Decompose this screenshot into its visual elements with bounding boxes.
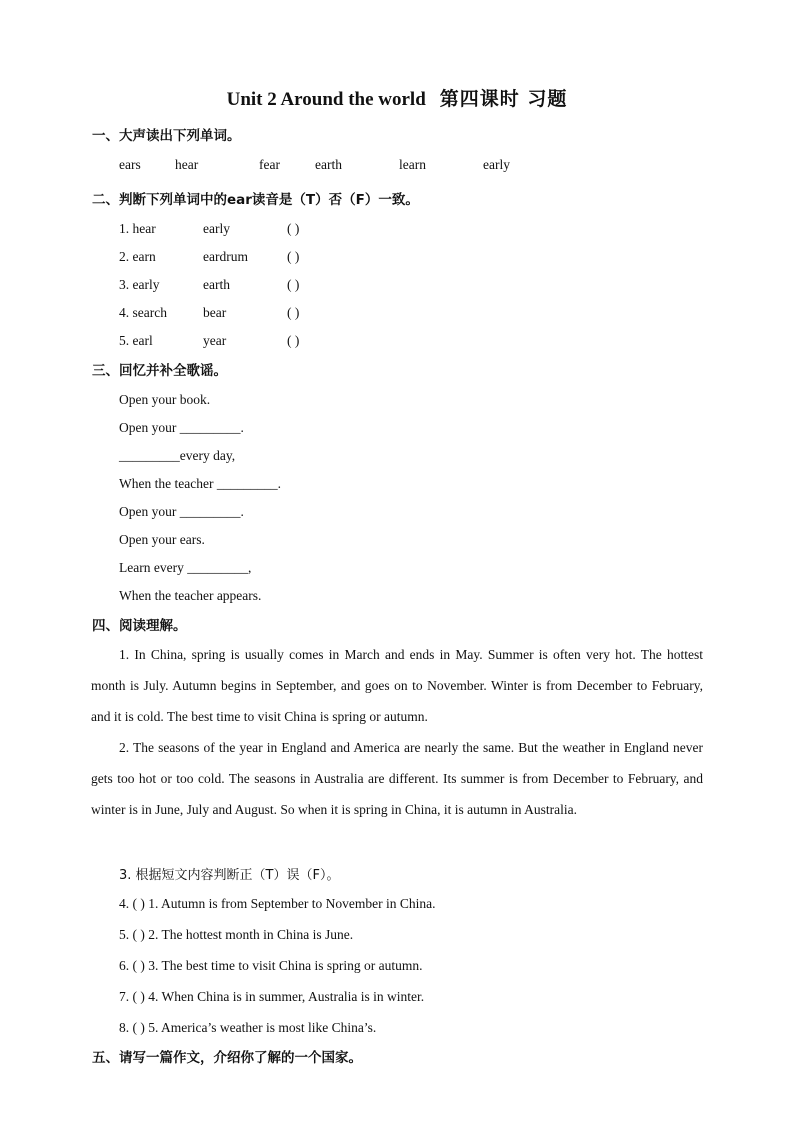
question-item: 6. ( ) 3. The best time to visit China is spring or autumn.: [119, 958, 423, 973]
pair-word-a: 5. earl: [119, 333, 153, 348]
answer-blank: ( ): [287, 249, 300, 264]
pair-word-a: 4. search: [119, 305, 167, 320]
title-en: Unit 2 Around the world: [226, 89, 426, 110]
word-item: fear: [259, 157, 280, 172]
section5-heading: 五、请写一篇作文，介绍你了解的一个国家。: [92, 1050, 362, 1066]
pair-word-a: 2. earn: [119, 249, 156, 264]
chant-line: Learn every _________,: [119, 560, 252, 575]
question-item: 5. ( ) 2. The hottest month in China is June.: [119, 927, 354, 942]
pair-word-b: earth: [203, 277, 230, 292]
page-title: [0, 84, 794, 111]
question-item: 4. ( ) 1. Autumn is from September to November in China.: [119, 896, 436, 911]
word-item: ears: [119, 157, 141, 172]
word-item: learn: [399, 157, 426, 172]
section4-heading: 四、阅读理解。: [92, 618, 187, 634]
section3-heading: 三、回忆并补全歌谣。: [92, 363, 227, 379]
reading-passage-2: 2. The seasons of the year in England and America are nearly the same. But the weather in England never gets too hot or too cold. The seasons in Australia are different. Its summer is from December to February, and winter is in June, July and August. So when it is spring in China, it is autumn in Australia.: [91, 740, 703, 817]
pair-word-a: 3. early: [119, 277, 160, 292]
section2-heading: 二、判断下列单词中的ear读音是（T）否（F）一致。: [92, 192, 419, 208]
word-item: earth: [315, 157, 342, 172]
question-item: 8. ( ) 5. America’s weather is most like China’s.: [119, 1020, 377, 1035]
answer-blank: ( ): [287, 221, 300, 236]
pair-word-b: bear: [203, 305, 227, 320]
chant-line: Open your book.: [119, 392, 211, 407]
pair-word-a: 1. hear: [119, 221, 156, 236]
pair-word-b: eardrum: [203, 249, 248, 264]
reading-passage-1: 1. In China, spring is usually comes in March and ends in May. Summer is often very hot. The hottest month is July. Autumn begins in September, and goes on to November. Winter is from December to February, and it is cold. The best time to visit China is spring or autumn.: [91, 647, 703, 724]
word-item: early: [483, 157, 510, 172]
chant-line: When the teacher _________.: [119, 476, 281, 491]
true-false-instruction: 3. 根据短文内容判断正（T）误（F）。: [119, 868, 340, 883]
pair-word-b: early: [203, 221, 230, 236]
chant-line: Open your _________.: [119, 420, 244, 435]
chant-line: Open your ears.: [119, 532, 205, 547]
answer-blank: ( ): [287, 277, 300, 292]
chant-line: _________every day,: [119, 448, 236, 463]
section1-heading: 一、大声读出下列单词。: [92, 128, 241, 144]
chant-line: When the teacher appears.: [119, 588, 262, 603]
answer-blank: ( ): [287, 305, 300, 320]
chant-line: Open your _________.: [119, 504, 244, 519]
title-cn: 第四课时 习题: [439, 88, 568, 110]
pair-word-b: year: [203, 333, 227, 348]
answer-blank: ( ): [287, 333, 300, 348]
question-item: 7. ( ) 4. When China is in summer, Australia is in winter.: [119, 989, 425, 1004]
word-item: hear: [175, 157, 199, 172]
